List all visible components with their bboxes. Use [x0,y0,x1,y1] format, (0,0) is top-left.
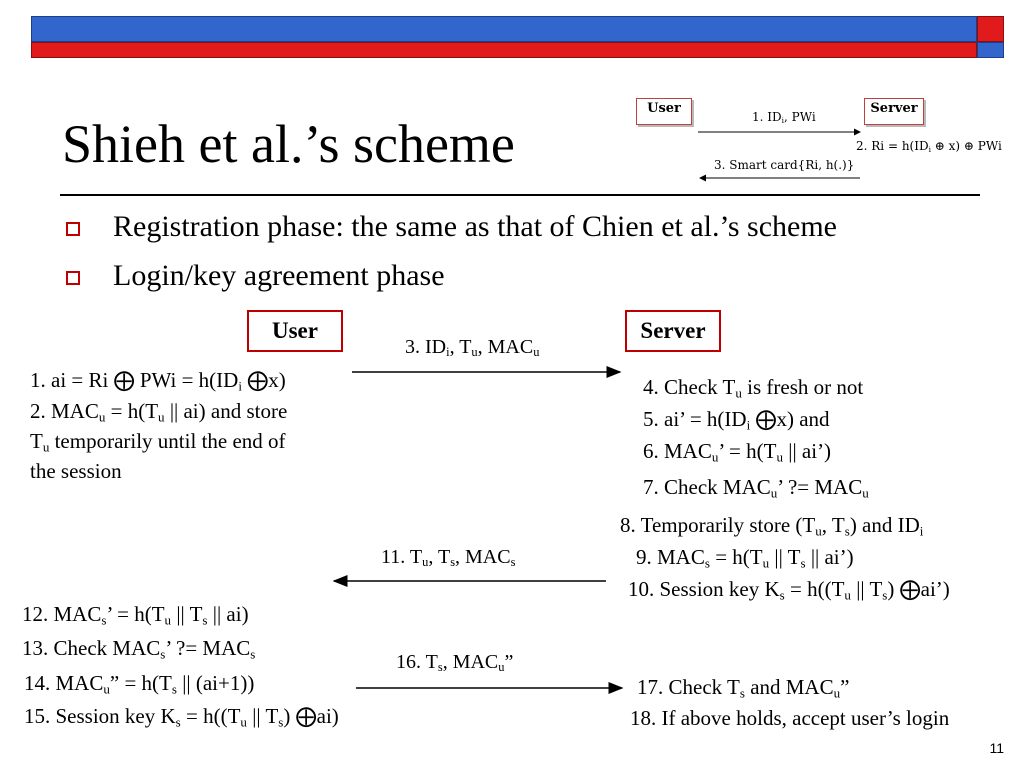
server-step-8: 8. Temporarily store ($T_u$, $T_s$) and $ID_i$ [620,513,924,539]
bullet-login: Login/key agreement phase [113,259,445,292]
mini-step-2: 2. $Ri = h(ID_i$ ⊕ x) ⊕ PWi [856,139,1002,154]
server-box: Server [625,310,721,352]
server-step-6: 6. $MAC_u$’ = $h(T_u$ || ai’) [643,439,832,465]
bullet-registration: Registration phase: the same as that of Chien et al.’s scheme [113,210,837,243]
msg-3-label: 3. $ID_i$, $T_u$, $MAC_u$ [405,336,540,360]
user-box: User [247,310,343,352]
server-step-7: 7. Check $MAC_u$’ ?= $MAC_u$ [643,475,869,501]
server-step-4: 4. Check $T_u$ is fresh or not [643,375,864,401]
mini-msg-1: 1. $ID_i$, PWi [752,110,816,125]
user-step-2-end: the session [30,459,122,483]
user-step-1: 1. ai = Ri ⨁ PWi = $h(ID_i$ ⨁x) [30,368,286,394]
server-step-10: 10. Session key $K_s = h((T_u$ || $T_s$) ⨁ai’) [628,577,950,603]
mini-user-box: User [636,98,692,125]
page-number: 11 [989,740,1004,756]
server-step-18: 18. If above holds, accept user’s login [630,706,950,730]
user-step-2-cont: $T_u$ temporarily until the end of [30,429,286,455]
msg-11-label: 11. $T_u$, $T_s$, $MAC_s$ [381,546,516,570]
slide-title: Shieh et al.’s scheme [62,114,515,174]
user-step-15: 15. Session key $K_s = h((T_u$ || $T_s$) ⨁ai) [24,704,339,730]
user-step-14: 14. $MAC_u$” = $h(T_s$ || (ai+1)) [24,671,255,697]
msg-16-label: 16. $T_s$, $MAC_u$” [396,651,514,675]
mini-server-box: Server [864,98,924,125]
server-step-5: 5. ai’ = $h(ID_i$ ⨁x) and [643,407,830,433]
mini-msg-3: 3. Smart card{Ri, h(.)} [714,158,855,172]
user-step-12: 12. $MAC_s$’ = $h(T_u$ || $T_s$ || ai) [22,602,249,628]
user-step-13: 13. Check $MAC_s$’ ?= $MAC_s$ [22,636,256,662]
server-step-17: 17. Check $T_s$ and $MAC_u$” [637,675,850,701]
user-step-2: 2. $MAC_u = h(T_u$ || ai) and store [30,399,288,425]
server-step-9: 9. $MAC_s = h(T_u$ || $T_s$ || ai’) [636,545,854,571]
